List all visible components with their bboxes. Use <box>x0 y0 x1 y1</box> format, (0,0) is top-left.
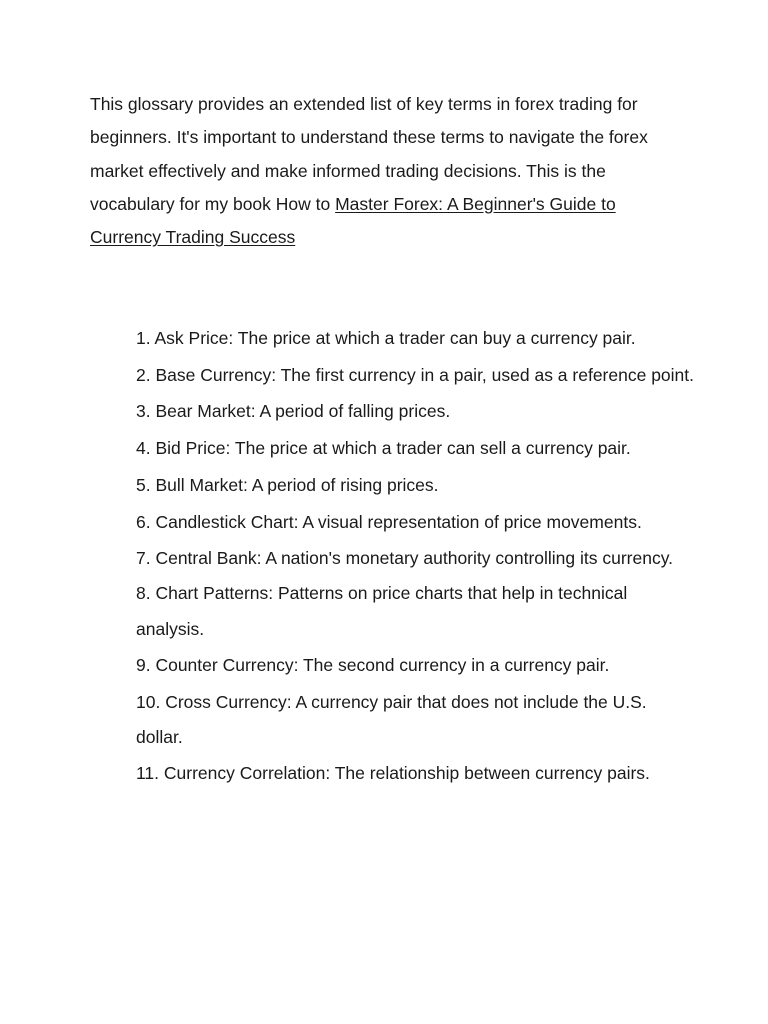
glossary-item: 3. Bear Market: A period of falling prices. <box>136 400 451 421</box>
glossary-item: 8. Chart Patterns: Patterns on price charts that help in technical analysis. <box>136 583 628 639</box>
intro-text: This glossary provides an extended list of key terms in forex trading for beginners. It's important to understand these terms to navigate the forex market effectively and make informed trading decisions. This is the vocabulary for my book How to <box>90 94 648 214</box>
glossary-item: 11. Currency Correlation: The relationship between currency pairs. <box>136 762 650 783</box>
glossary-item: 7. Central Bank: A nation's monetary authority controlling its currency. <box>136 547 674 568</box>
book-title-link[interactable]: Master Forex: A Beginner's Guide to Currency Trading Success <box>90 193 616 248</box>
glossary-item: 9. Counter Currency: The second currency in a currency pair. <box>136 654 610 675</box>
glossary-item: 4. Bid Price: The price at which a trader can sell a currency pair. <box>136 437 631 458</box>
glossary-item: 5. Bull Market: A period of rising prices. <box>136 474 439 495</box>
glossary-item: 2. Base Currency: The first currency in a pair, used as a reference point. <box>136 365 695 386</box>
glossary-item: 10. Cross Currency: A currency pair that does not include the U.S. dollar. <box>136 691 647 748</box>
glossary-list <box>136 321 696 792</box>
intro-paragraph <box>90 88 680 254</box>
glossary-item: 1. Ask Price: The price at which a trader can buy a currency pair. <box>136 328 636 348</box>
glossary-item: 6. Candlestick Chart: A visual representation of price movements. <box>136 512 642 533</box>
